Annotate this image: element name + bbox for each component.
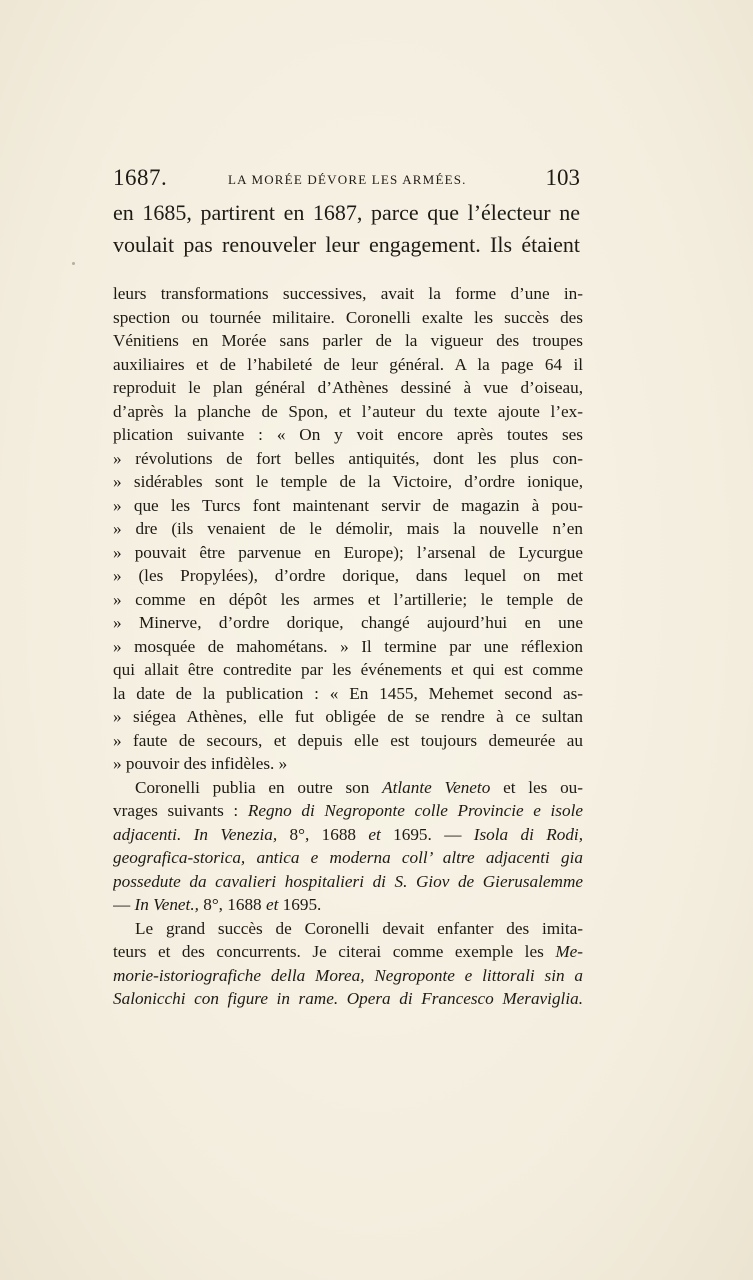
text-run-italic: et bbox=[368, 824, 381, 844]
text-run-italic: In Venet., bbox=[134, 895, 199, 914]
book-title-italic: Salonicchi con figure in rame. Opera di Francesco Meraviglia. bbox=[113, 989, 583, 1008]
footnote-line: la date de la publication : « En 1455, Mehemet second as- bbox=[113, 683, 583, 703]
text-run: et les ou- bbox=[490, 777, 583, 797]
main-text bbox=[113, 197, 580, 261]
main-text-line: en 1685, partirent en 1687, parce que l’électeur ne bbox=[113, 200, 580, 225]
footnote-line: » (les Propylées), d’ordre dorique, dans lequel on met bbox=[113, 566, 583, 585]
book-title-italic: Regno di Negroponte colle Provincie e isole bbox=[247, 801, 583, 820]
header-title: LA MORÉE DÉVORE LES ARMÉES. bbox=[228, 172, 467, 187]
text-run: 8°, 1688 bbox=[277, 824, 369, 844]
footnote-line: plication suivante : « On y voit encore après toutes ses bbox=[113, 425, 583, 444]
footnote-line: » pouvoir des infidèles. » bbox=[113, 754, 288, 773]
running-header bbox=[113, 165, 580, 195]
footnote-line bbox=[113, 893, 583, 917]
footnote-line: » Minerve, d’ordre dorique, changé aujourd’hui en une bbox=[113, 613, 583, 632]
page-number: 103 bbox=[545, 165, 580, 190]
footnote-line: d’après la planche de Spon, et l’auteur du texte ajoute l’ex- bbox=[113, 401, 583, 421]
footnote-line: » que les Turcs font maintenant servir de magazin à pou- bbox=[113, 495, 583, 515]
footnote-line: reproduit le plan général d’Athènes dessiné à vue d’oiseau, bbox=[113, 378, 583, 397]
text-run: Coronelli publia en outre son bbox=[135, 777, 383, 797]
text-run: vrages suivants : bbox=[113, 801, 248, 820]
footnote-line bbox=[113, 776, 583, 800]
text-run: — bbox=[113, 895, 135, 914]
header-year: 1687. bbox=[113, 165, 168, 190]
text-run: 1695. bbox=[278, 895, 322, 914]
footnote-line: » comme en dépôt les armes et l’artillerie; le temple de bbox=[113, 589, 583, 609]
footnote bbox=[113, 282, 583, 1011]
book-title-italic: morie-istoriografiche della Morea, Negroponte e littorali sin a bbox=[113, 965, 583, 985]
paper-speck bbox=[72, 262, 75, 265]
footnote-line: Le grand succès de Coronelli devait enfanter des imita- bbox=[135, 918, 583, 938]
footnote-line bbox=[113, 799, 583, 823]
footnote-line bbox=[113, 964, 583, 988]
footnote-line: Vénitiens en Morée sans parler de la vigueur des troupes bbox=[113, 331, 583, 350]
footnote-line: spection ou tournée militaire. Coronelli exalte les succès des bbox=[113, 307, 583, 327]
text-run-italic: et bbox=[265, 895, 279, 914]
footnote-line: » révolutions de fort belles antiquités, dont les plus con- bbox=[113, 448, 583, 468]
footnote-line: » mosquée de mahométans. » Il termine par une réflexion bbox=[113, 636, 583, 656]
footnote-line bbox=[113, 823, 583, 847]
footnote-line bbox=[113, 846, 583, 870]
main-text-line: voulait pas renouveler leur engagement. Ils étaient bbox=[113, 232, 580, 257]
text-run: teurs et des concurrents. Je citerai comme exemple les bbox=[113, 942, 556, 961]
footnote-line bbox=[113, 870, 583, 894]
text-run: 1695. — bbox=[380, 824, 474, 844]
footnote-line: » siégea Athènes, elle fut obligée de se rendre à ce sultan bbox=[113, 707, 583, 726]
book-title-italic: adjacenti. In Venezia, bbox=[113, 824, 278, 844]
book-title-italic: Me- bbox=[555, 942, 583, 961]
footnote-line: leurs transformations successives, avait la forme d’une in- bbox=[113, 284, 583, 303]
book-title-italic: Atlante Veneto bbox=[382, 777, 491, 797]
footnote-line: » sidérables sont le temple de la Victoire, d’ordre ionique, bbox=[113, 472, 583, 491]
book-title-italic: geografica-storica, antica e moderna coll’ altre adjacenti gia bbox=[113, 848, 583, 867]
book-title-italic: possedute da cavalieri hospitalieri di S. Giov de Gierusalemme bbox=[113, 871, 583, 891]
text-run: 8°, 1688 bbox=[198, 895, 266, 914]
book-title-italic: Isola di Rodi, bbox=[473, 824, 583, 844]
footnote-line bbox=[113, 940, 583, 964]
footnote-line: auxiliaires et de l’habileté de leur général. A la page 64 il bbox=[113, 354, 583, 374]
footnote-line bbox=[113, 987, 583, 1011]
footnote-line: qui allait être contredite par les événements et qui est comme bbox=[113, 660, 583, 679]
footnote-line: » pouvait être parvenue en Europe); l’arsenal de Lycurgue bbox=[113, 542, 583, 562]
footnote-line: » faute de secours, et depuis elle est toujours demeurée au bbox=[113, 730, 583, 750]
footnote-line: » dre (ils venaient de le démolir, mais la nouvelle n’en bbox=[113, 519, 583, 538]
